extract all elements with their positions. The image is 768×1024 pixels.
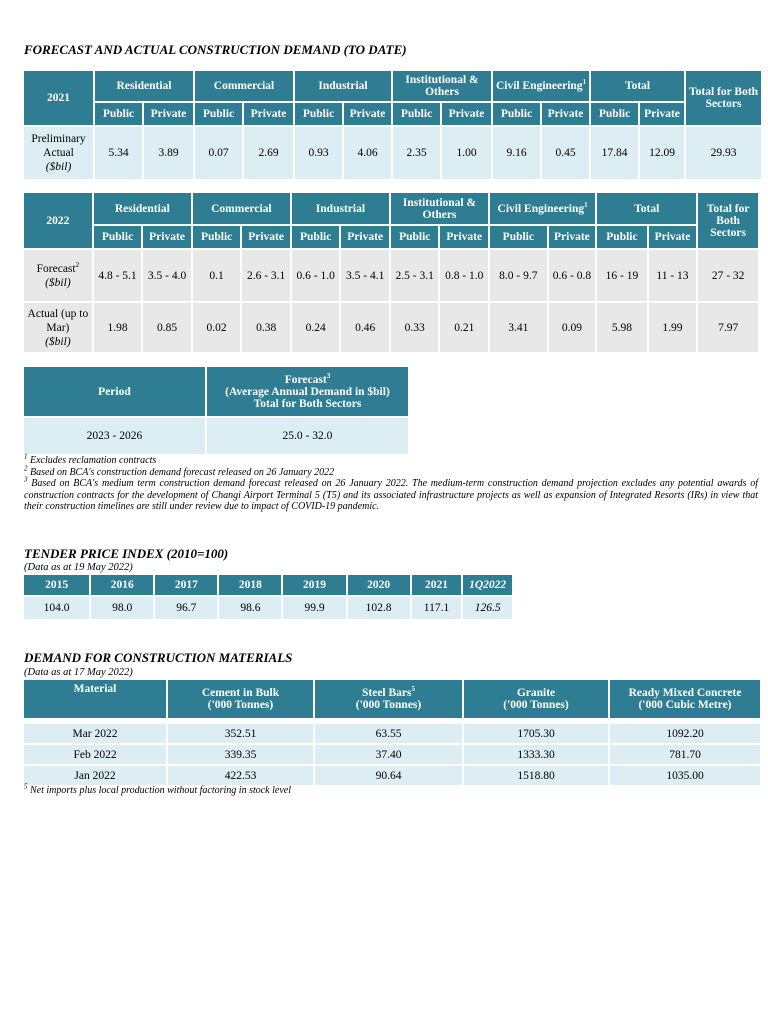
public-subheader: Public [193,226,241,248]
table-cell: 1333.30 [464,745,608,764]
tpi-value-cell: 96.7 [155,597,217,619]
private-subheader: Private [649,226,697,248]
public-subheader: Public [591,103,638,125]
tpi-year-header: 2016 [91,575,153,595]
table-cell: 1518.80 [464,766,608,785]
public-subheader: Public [597,226,647,248]
footnote-1: $^1$ Excludes reclamation contracts [24,452,157,466]
table-row [24,766,760,785]
table-cell: 1.00 [442,127,491,179]
private-subheader: Private [341,226,389,248]
table-cell: 29.93 [686,127,761,179]
public-subheader: Public [391,226,439,248]
table-cell: 5.34 [95,127,142,179]
tpi-value-cell: 102.8 [348,597,410,619]
table-cell: 17.84 [591,127,638,179]
footnote-5: $^5$ Net imports plus local production without factoring in stock level [24,782,291,796]
table-cell: 27 - 32 [698,250,758,301]
table-cell: 16 - 19 [597,250,647,301]
table-cell: 12.09 [640,127,684,179]
private-subheader: Private [144,103,193,125]
commercial-header: Commercial [193,193,290,224]
table-cell: 1035.00 [610,766,760,785]
table-cell: 3.89 [144,127,193,179]
private-subheader: Private [244,103,293,125]
table-cell: 2.5 - 3.1 [391,250,439,301]
table-cell: 0.38 [242,303,290,352]
material-header: Material [24,680,166,718]
materials-section-title: DEMAND FOR CONSTRUCTION MATERIALS [24,650,293,665]
table-cell: 0.24 [292,303,340,352]
tender-price-index-table [22,573,514,621]
demand-section-title: FORECAST AND ACTUAL CONSTRUCTION DEMAND (TO DATE) [24,42,407,57]
forecast-value-cell: 25.0 - 32.0 [207,418,408,454]
table-cell: 1092.20 [610,724,760,743]
table-cell: 0.93 [295,127,342,179]
period-cell: 2023 - 2026 [24,418,205,454]
table-cell: 1.99 [649,303,697,352]
total-both-sectors-header: Total for Both Sectors [686,71,761,125]
private-subheader: Private [242,226,290,248]
tpi-value-cell: 117.1 [412,597,462,619]
construction-materials-table [22,678,762,787]
table-cell: 0.46 [341,303,389,352]
table-cell: 0.1 [193,250,241,301]
table-cell: 4.06 [344,127,391,179]
month-cell: Mar 2022 [24,724,166,743]
public-subheader: Public [493,103,540,125]
table-cell: 0.8 - 1.0 [440,250,488,301]
tpi-year-header: 1Q2022 [463,575,512,595]
month-cell: Feb 2022 [24,745,166,764]
table-cell: 0.45 [542,127,589,179]
tpi-value-cell: 104.0 [24,597,89,619]
tpi-year-header: 2018 [219,575,281,595]
table-row [24,724,760,743]
table-cell: 2.6 - 3.1 [242,250,290,301]
industrial-header: Industrial [292,193,389,224]
table-cell: 339.35 [168,745,313,764]
table-cell: 1705.30 [464,724,608,743]
row-label-preliminary-actual: Preliminary Actual ($bil) [24,127,93,179]
private-subheader: Private [440,226,488,248]
tpi-value-cell: 98.6 [219,597,281,619]
table-cell: 63.55 [315,724,462,743]
total-both-sectors-header: Total for Both Sectors [698,193,758,248]
table-cell: 7.97 [698,303,758,352]
table-cell: 90.64 [315,766,462,785]
month-cell: Jan 2022 [24,766,166,785]
table-cell: 781.70 [610,745,760,764]
year-header: 2022 [24,193,92,248]
total-header: Total [597,193,696,224]
tpi-data-date: (Data as at 19 May 2022) [24,562,133,573]
tpi-year-header: 2015 [24,575,89,595]
tpi-year-header: 2017 [155,575,217,595]
table-cell: 3.5 - 4.1 [341,250,389,301]
concrete-header: Ready Mixed Concrete ('000 Cubic Metre) [610,680,760,718]
table-cell: 5.98 [597,303,647,352]
tpi-value-cell: 98.0 [91,597,153,619]
table-cell: 3.41 [490,303,547,352]
steel-bars-header: Steel Bars$^5$ ('000 Tonnes) [315,680,462,718]
period-header: Period [24,367,205,416]
institutional-header: Institutional & Others [391,193,488,224]
tpi-section-title: TENDER PRICE INDEX (2010=100) [24,546,229,561]
table-cell: 0.6 - 1.0 [292,250,340,301]
commercial-header: Commercial [195,71,293,101]
table-cell: 2.69 [244,127,293,179]
table-cell: 0.02 [193,303,241,352]
demand-2021-table [22,69,763,181]
public-subheader: Public [94,226,142,248]
public-subheader: Public [490,226,547,248]
table-cell: 422.53 [168,766,313,785]
table-cell: 4.8 - 5.1 [94,250,142,301]
table-cell: 11 - 13 [649,250,697,301]
industrial-header: Industrial [295,71,391,101]
table-cell: 0.07 [195,127,242,179]
residential-header: Residential [94,193,191,224]
forecast-header: Forecast$^3$ (Average Annual Demand in $bil) Total for Both Sectors [207,367,408,416]
tpi-year-header: 2020 [348,575,410,595]
table-cell: 0.09 [549,303,596,352]
table-cell: 0.6 - 0.8 [549,250,596,301]
table-cell: 352.51 [168,724,313,743]
private-subheader: Private [640,103,684,125]
table-cell: 9.16 [493,127,540,179]
table-cell: 3.5 - 4.0 [143,250,191,301]
table-cell: 0.85 [143,303,191,352]
private-subheader: Private [542,103,589,125]
private-subheader: Private [549,226,596,248]
civil-engineering-header: Civil Engineering$^1$ [490,193,595,224]
institutional-header: Institutional & Others [393,71,491,101]
medium-term-forecast-table [22,365,410,456]
public-subheader: Public [95,103,142,125]
private-subheader: Private [344,103,391,125]
materials-data-date: (Data as at 17 May 2022) [24,667,133,678]
tpi-year-header: 2021 [412,575,462,595]
table-cell: 8.0 - 9.7 [490,250,547,301]
table-cell: 1.98 [94,303,142,352]
cement-header: Cement in Bulk ('000 Tonnes) [168,680,313,718]
table-cell: 37.40 [315,745,462,764]
table-cell: 0.33 [391,303,439,352]
public-subheader: Public [195,103,242,125]
private-subheader: Private [143,226,191,248]
tpi-value-cell: 126.5 [463,597,512,619]
public-subheader: Public [295,103,342,125]
tpi-year-header: 2019 [283,575,345,595]
demand-2022-table [22,191,760,354]
footnote-3: $^3$ Based on BCA's medium term construction demand forecast released on 26 January 2022. The medium-term construction demand projection excludes any potential awards of construction contracts for the development of Changi Airport Terminal 5 (T5) and its associated infrastructure projects as well as expansion of Integrated Resorts (IRs) in view that their construction timelines are still under review due to impact of COVID-19 pandemic. [24,475,758,513]
civil-engineering-header: Civil Engineering$^1$ [493,71,589,101]
table-cell: 0.21 [440,303,488,352]
footnotes [24,452,758,513]
table-row [24,745,760,764]
granite-header: Granite ('000 Tonnes) [464,680,608,718]
residential-header: Residential [95,71,193,101]
public-subheader: Public [393,103,440,125]
year-header: 2021 [24,71,93,125]
tpi-value-cell: 99.9 [283,597,345,619]
total-header: Total [591,71,684,101]
private-subheader: Private [442,103,491,125]
public-subheader: Public [292,226,340,248]
table-cell: 2.35 [393,127,440,179]
footnote-2: $^2$ Based on BCA's construction demand forecast released on 26 January 2022 [24,464,335,478]
row-label-actual: Actual (up to Mar) ($bil) [24,303,92,352]
row-label-forecast: Forecast$^2$ ($bil) [24,250,92,301]
